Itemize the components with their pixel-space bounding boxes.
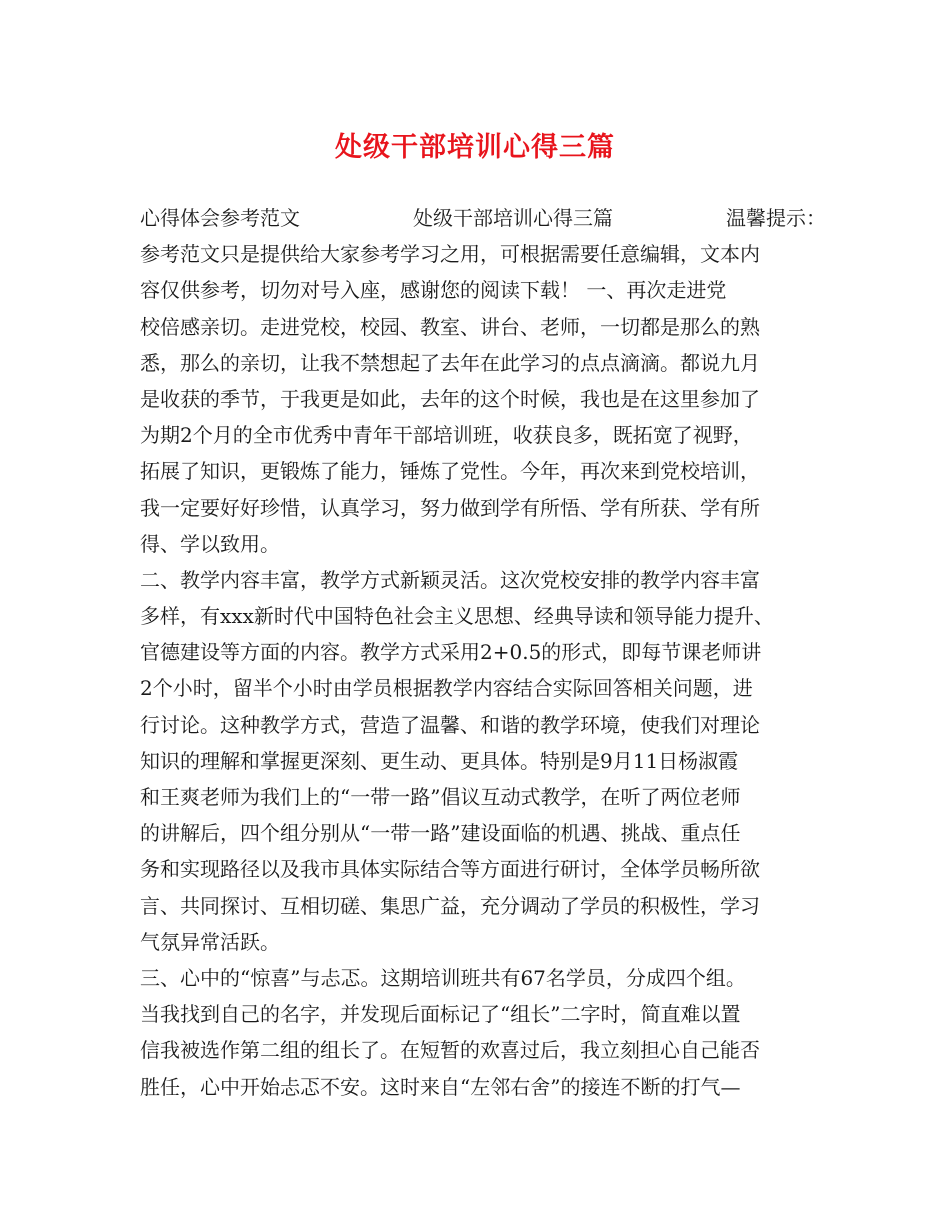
paragraph-line: 参考范文只是提供给大家参考学习之用，可根据需要任意编辑，文本内 xyxy=(140,242,760,267)
paragraph-line: 为期2个月的全市优秀中青年干部培训班，收获良多，既拓宽了视野， xyxy=(140,423,753,448)
paragraph-line: 气氛异常活跃。 xyxy=(140,929,280,954)
header-line xyxy=(140,200,826,236)
paragraph-line: 我一定要好好珍惜，认真学习，努力做到学有所悟、学有所获、学有所 xyxy=(140,495,760,520)
document-title: 处级干部培训心得三篇 xyxy=(335,132,615,163)
document-body xyxy=(140,200,826,1105)
paragraph-line: 行讨论。这种教学方式，营造了温馨、和谐的教学环境，使我们对理论 xyxy=(140,712,760,737)
paragraph-line: 得、学以致用。 xyxy=(140,531,280,556)
paragraph-line: 二、教学内容丰富，教学方式新颖灵活。这次党校安排的教学内容丰富 xyxy=(140,567,760,592)
paragraph-line: 知识的理解和掌握更深刻、更生动、更具体。特别是9月11日杨淑霞 xyxy=(140,748,739,773)
paragraph-line: 和王爽老师为我们上的“一带一路”倡议互动式教学，在听了两位老师 xyxy=(140,785,741,809)
paragraph-line: 三、心中的“惊喜”与忐忑。这期培训班共有67名学员，分成四个组。 xyxy=(140,965,746,990)
body-lines xyxy=(140,236,826,1105)
paragraph-line: 务和实现路径以及我市具体实际结合等方面进行研讨，全体学员畅所欲 xyxy=(140,857,760,882)
paragraph-line: 校倍感亲切。走进党校，校园、教室、讲台、老师，一切都是那么的熟 xyxy=(140,314,760,339)
paragraph-line: 官德建设等方面的内容。教学方式采用2+0.5的形式，即每节课老师讲 xyxy=(140,640,762,665)
paragraph-line: 信我被选作第二组的组长了。在短暂的欢喜过后，我立刻担心自己能否 xyxy=(140,1038,760,1063)
paragraph-line: 当我找到自己的名字，并发现后面标记了“组长”二字时，简直难以置 xyxy=(140,1002,741,1027)
paragraph-line: 多样，有xxx新时代中国特色社会主义思想、经典导读和领导能力提升、 xyxy=(140,604,774,629)
paragraph-line: 悉，那么的亲切，让我不禁想起了去年在此学习的点点滴滴。都说九月 xyxy=(140,350,760,375)
paragraph-line: 是收获的季节，于我更是如此，去年的这个时候，我也是在这里参加了 xyxy=(140,386,760,411)
header-center: 处级干部培训心得三篇 xyxy=(413,206,613,230)
header-left: 心得体会参考范文 xyxy=(140,206,300,230)
header-right: 温馨提示： xyxy=(726,206,826,230)
paragraph-line: 2个小时，留半个小时由学员根据教学内容结合实际回答相关问题，进 xyxy=(140,676,753,701)
paragraph-line: 容仅供参考，切勿对号入座，感谢您的阅读下载！ 一、再次走进党 xyxy=(140,278,727,303)
paragraph-line: 的讲解后，四个组分别从“一带一路”建设面临的机遇、挑战、重点任 xyxy=(140,821,741,846)
paragraph-line: 言、共同探讨、互相切磋、集思广益，充分调动了学员的积极性，学习 xyxy=(140,893,760,918)
paragraph-line: 拓展了知识，更锻炼了能力，锤炼了党性。今年，再次来到党校培训， xyxy=(140,459,760,484)
paragraph-line: 胜任，心中开始忐忑不安。这时来自“左邻右舍”的接连不断的打气— xyxy=(140,1074,741,1099)
